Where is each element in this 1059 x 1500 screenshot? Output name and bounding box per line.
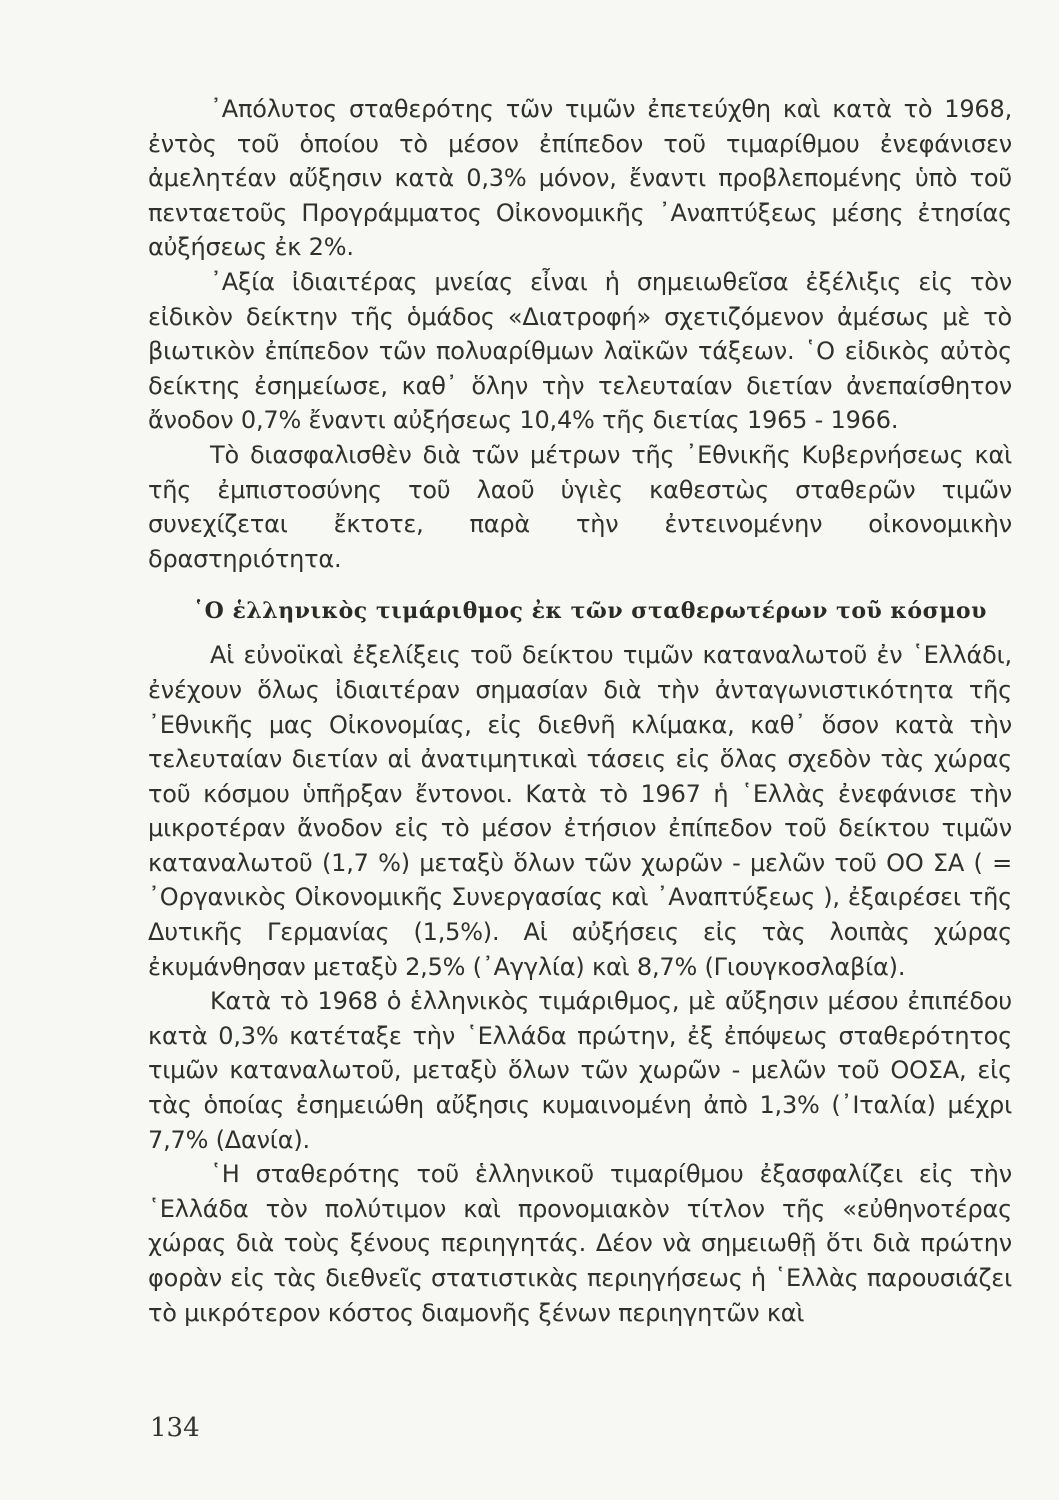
paragraph-price-stability-1968: ᾿Απόλυτος σταθερότης τῶν τιμῶν ἐπετεύχθη καὶ κατὰ τὸ 1968, ἐντὸς τοῦ ὁποίου τὸ μέσον ἐπίπεδον τοῦ τιμαρίθμου ἐνεφάνισεν ἀμελητέαν αὔξησιν κατὰ 0,3% μόνον, ἔναντι προβλεπομένης ὑπὸ τοῦ πενταετοῦς Προγράμματος Οἰκονομικῆς ᾿Αναπτύξεως μέσης ἐτησίας αὐξήσεως ἐκ 2%. [148,95,1012,262]
paragraph-consumer-price-developments: Αἱ εὐνοϊκαὶ ἐξελίξεις τοῦ δείκτου τιμῶν καταναλωτοῦ ἐν ῾Ελλάδι, ἐνέχουν ὅλως ἰδιαιτέραν σημασίαν διὰ τὴν ἀνταγωνιστικότητα τῆς ᾿Εθνικῆς μας Οἰκονομίας, εἰς διεθνῆ κλίμακα, καθ᾿ ὅσον κατὰ τὴν τελευταίαν διετίαν αἱ ἀνατιμητικαὶ τάσεις εἰς ὅλας σχεδὸν τὰς χώρας τοῦ κόσμου ὑπῆρξαν ἔντονοι. Κατὰ τὸ 1967 ἡ ῾Ελλὰς ἐνεφάνισε τὴν μικροτέραν ἄνοδον εἰς τὸ μέσον ἐτήσιον ἐπίπεδον τοῦ δείκτου τιμῶν καταναλωτοῦ (1,7 %) μεταξὺ ὅλων τῶν χωρῶν - μελῶν τοῦ ΟΟ ΣΑ ( = ᾿Οργανικὸς Οἰκονομικῆς Συνεργασίας καὶ ᾿Αναπτύξεως ), ἐξαιρέσει τῆς Δυτικῆς Γερμανίας (1,5%). Αἱ αὐξήσεις εἰς τὰς λοιπὰς χώρας ἐκυμάνθησαν μεταξὺ 2,5% (᾿Αγγλία) καὶ 8,7% (Γιουγκοσλαβία). [148,641,1012,981]
paragraph-government-measures: Τὸ διασφαλισθὲν διὰ τῶν μέτρων τῆς ᾿Εθνικῆς Κυβερνήσεως καὶ τῆς ἐμπιστοσύνης τοῦ λαοῦ ὑγιὲς καθεστὼς σταθερῶν τιμῶν συνεχίζεται ἔκτοτε, παρὰ τὴν ἐντεινομένην οἰκονομικὴν δραστηριότητα. [148,440,1012,573]
page-number: 134 [150,1413,200,1443]
page-body [148,92,1012,1330]
section-heading: ῾Ο ἑλληνικὸς τιμάριθμος ἐκ τῶν σταθερωτέρων τοῦ κόσμου [193,598,987,625]
paragraph-tourism-cost: ῾Η σταθερότης τοῦ ἑλληνικοῦ τιμαρίθμου ἐξασφαλίζει εἰς τὴν ῾Ελλάδα τὸν πολύτιμον καὶ προνομιακὸν τίτλον τῆς «εὐθηνοτέρας χώρας διὰ τοὺς ξένους περιηγητάς. Δέον νὰ σημειωθῇ ὅτι διὰ πρώτην φορὰν εἰς τὰς διεθνεῖς στατιστικὰς περιηγήσεως ἡ ῾Ελλὰς παρουσιάζει τὸ μικρότερον κόστος διαμονῆς ξένων περιηγητῶν καὶ [148,1160,1012,1327]
paragraph-oecd-ranking-1968: Κατὰ τὸ 1968 ὁ ἑλληνικὸς τιμάριθμος, μὲ αὔξησιν μέσου ἐπιπέδου κατὰ 0,3% κατέταξε τὴν ῾Ελλάδα πρώτην, ἐξ ἐπόψεως σταθερότητος τιμῶν καταναλωτοῦ, μεταξὺ ὅλων τῶν χωρῶν - μελῶν τοῦ ΟΟΣΑ, εἰς τὰς ὁποίας ἐσημειώθη αὔξησις κυμαινομένη ἀπὸ 1,3% (᾿Ιταλία) μέχρι 7,7% (Δανία). [148,987,1012,1154]
paragraph-food-index: ᾿Αξία ἰδιαιτέρας μνείας εἶναι ἡ σημειωθεῖσα ἐξέλιξις εἰς τὸν εἰδικὸν δείκτην τῆς ὁμάδος «Διατροφή» σχετιζόμενον ἀμέσως μὲ τὸ βιωτικὸν ἐπίπεδον τῶν πολυαρίθμων λαϊκῶν τάξεων. ῾Ο εἰδικὸς αὐτὸς δείκτης ἐσημείωσε, καθ᾿ ὅλην τὴν τελευταίαν διετίαν ἀνεπαίσθητον ἄνοδον 0,7% ἔναντι αὐξήσεως 10,4% τῆς διετίας 1965 - 1966. [148,267,1012,435]
